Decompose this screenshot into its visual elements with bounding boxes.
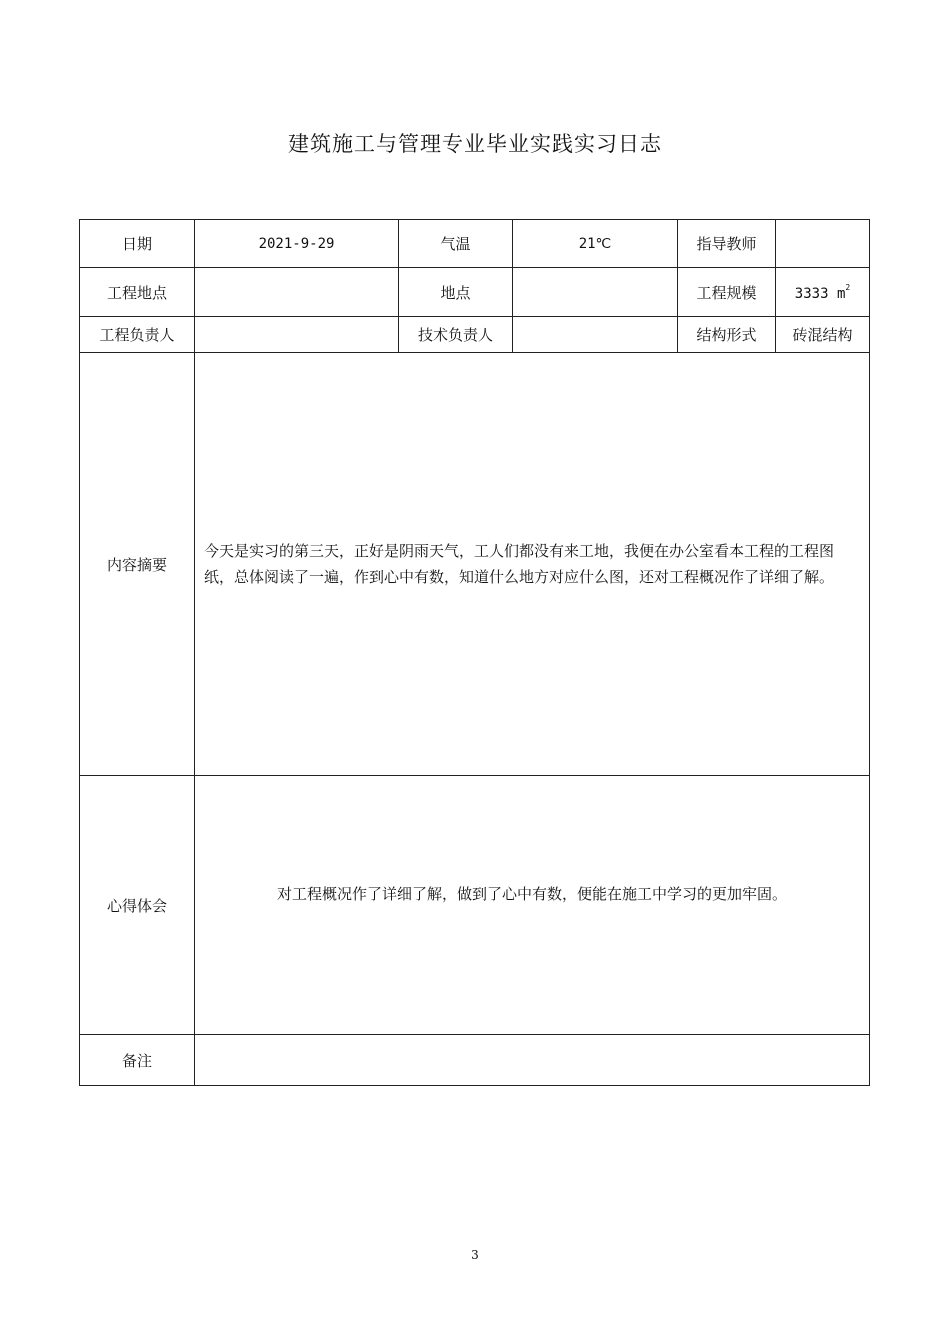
project-location-value [195,268,399,317]
remarks-value [195,1035,870,1086]
internship-log-table [79,219,870,1086]
date-value: 2021-9-29 [195,220,399,268]
advisor-label: 指导教师 [678,220,776,268]
document-title: 建筑施工与管理专业毕业实践实习日志 [288,132,662,156]
structure-value: 砖混结构 [776,317,870,353]
project-location-label: 工程地点 [80,268,195,317]
remarks-label: 备注 [80,1035,195,1086]
reflection-text: 对工程概况作了详细了解，做到了心中有数，便能在施工中学习的更加牢固。 [276,884,787,903]
technical-lead-value [513,317,678,353]
unit-exponent: 2 [845,282,851,292]
table-row [80,268,870,317]
content-summary-label: 内容摘要 [80,353,195,776]
structure-label: 结构形式 [678,317,776,353]
table-row [80,353,870,776]
table-row [80,776,870,1035]
technical-lead-label: 技术负责人 [399,317,513,353]
temperature-label: 气温 [399,220,513,268]
project-scale-value [776,268,870,317]
table-row [80,317,870,353]
content-summary-text: 今天是实习的第三天，正好是阴雨天气，工人们都没有来工地，我便在办公室看本工程的工程图纸，总体阅读了一遍，作到心中有数，知道什么地方对应什么图，还对工程概况作了详细了解。 [195,353,870,776]
table-row [80,220,870,268]
temperature-value: 21℃ [513,220,678,268]
project-manager-value [195,317,399,353]
reflection-cell [195,776,870,1035]
site-label: 地点 [399,268,513,317]
date-label: 日期 [80,220,195,268]
project-scale-label: 工程规模 [678,268,776,317]
advisor-value [776,220,870,268]
project-manager-label: 工程负责人 [80,317,195,353]
page-number: 3 [471,1248,479,1262]
project-scale-number: 3333 m [794,285,846,302]
site-value [513,268,678,317]
table-row [80,1035,870,1086]
reflection-label: 心得体会 [80,776,195,1035]
